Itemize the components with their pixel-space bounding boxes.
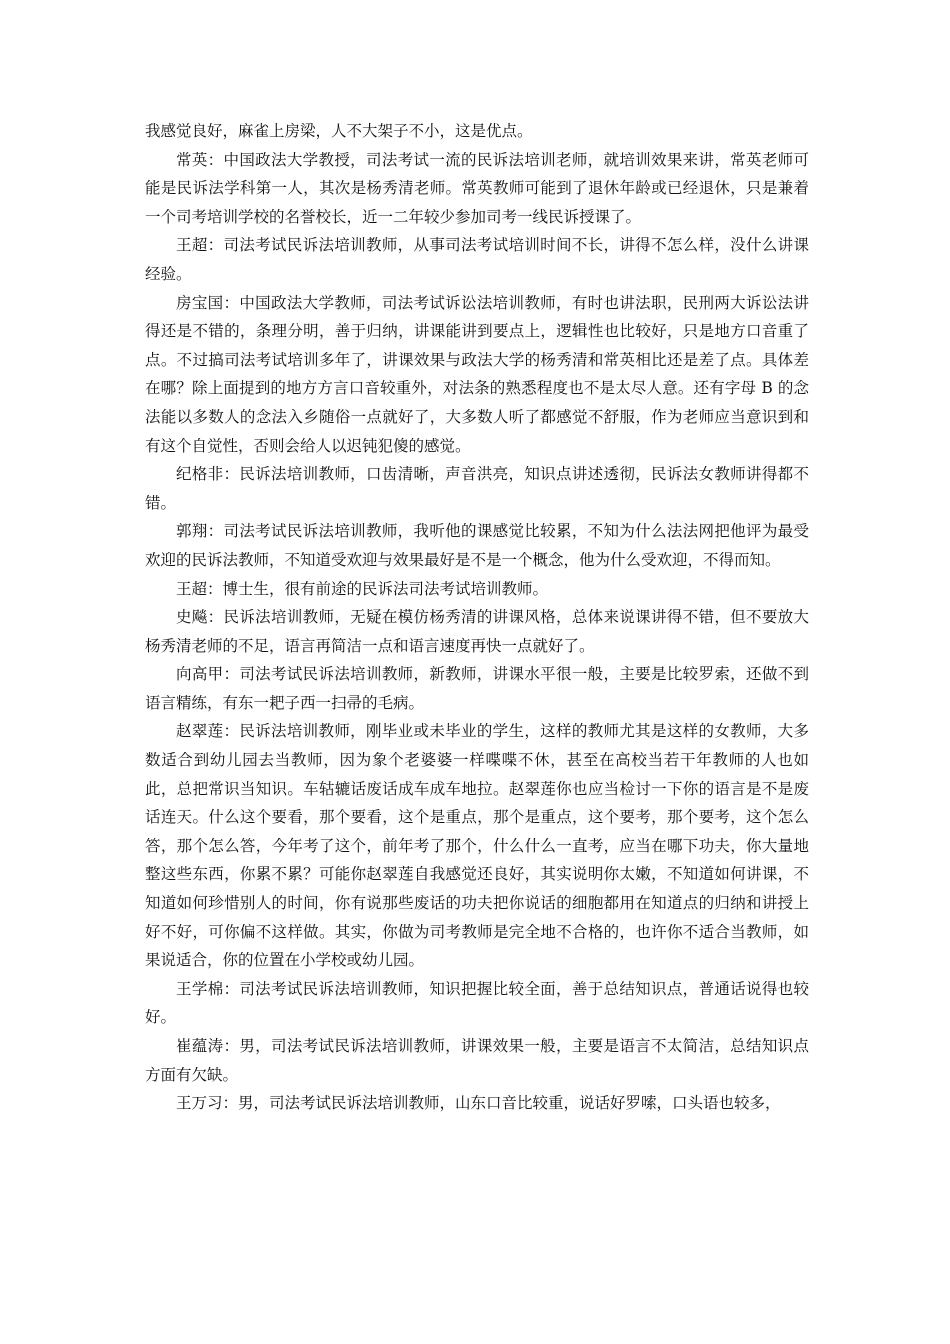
paragraph-wang-xuemian: 王学棉：司法考试民诉法培训教师，知识把握比较全面，善于总结知识点，普通话说得也较好。 <box>145 979 809 1027</box>
paragraph-shi-biao: 史飚：民诉法培训教师，无疑在模仿杨秀清的讲课风格，总体来说课讲得不错，但不要放大杨秀清老师的不足，语言再简洁一点和语言速度再快一点就好了。 <box>145 608 809 655</box>
document-body <box>145 117 809 1118</box>
paragraph-fang-baoguo: 房宝国：中国政法大学教师，司法考试诉讼法培训教师，有时也讲法职，民刑两大诉讼法讲得还是不错的，条理分明，善于归纳，讲课能讲到要点上，逻辑性也比较好，只是地方口音重了点。不过搞司法考试培训多年了，讲课效果与政法大学的杨秀清和常英相比还是差了点。具体差在哪？除上面提到的地方方言口音较重外，对法条的熟悉程度也不是太尽人意。还有字母 B 的念法能以多数人的念法入乡随俗一点就好了，大多数人听了都感觉不舒服，作为老师应当意识到和有这个自觉性，否则会给人以迟钝犯傻的感觉。 <box>145 293 809 455</box>
paragraph-wang-chao-1: 王超：司法考试民诉法培训教师，从事司法考试培训时间不长，讲得不怎么样，没什么讲课经验。 <box>145 236 809 283</box>
paragraph-continuation: 我感觉良好，麻雀上房梁，人不大架子不小，这是优点。 <box>145 122 533 140</box>
paragraph-ji-gefei: 纪格非：民诉法培训教师，口齿清晰，声音洪亮，知识点讲述透彻，民诉法女教师讲得都不错。 <box>145 465 809 512</box>
paragraph-zhao-cuilian: 赵翠莲：民诉法培训教师，刚毕业或未毕业的学生，这样的教师尤其是这样的女教师，大多数适合到幼儿园去当教师，因为象个老婆婆一样喋喋不休，甚至在高校当若干年教师的人也如此，总把常识当知识。车轱辘话废话成车成车地拉。赵翠莲你也应当检讨一下你的语言是不是废话连天。什么这个要看，那个要看，这个是重点，那个是重点，这个要考，那个要考，这个怎么答，那个怎么答，今年考了这个，前年考了那个，什么什么一直考，应当在哪下功夫，你大量地整这些东西，你累不累？可能你赵翠莲自我感觉还良好，其实说明你太嫩，不知道如何讲课，不知道如何珍惜别人的时间，你有说那些废话的功夫把你说话的细胞都用在知道点的归纳和讲授上好不好，可你偏不这样做。其实，你做为司考教师是完全地不合格的，也许你不适合当教师，如果说适合，你的位置在小学校或幼儿园。 <box>145 722 809 970</box>
paragraph-cui-yuntao: 崔蕴涛：男，司法考试民诉法培训教师，讲课效果一般，主要是语言不太简洁，总结知识点方面有欠缺。 <box>145 1037 809 1084</box>
paragraph-chang-ying: 常英：中国政法大学教授，司法考试一流的民诉法培训老师，就培训效果来讲，常英老师可能是民诉法学科第一人，其次是杨秀清老师。常英教师可能到了退休年龄或已经退休，只是兼着一个司考培训学校的名誉校长，近一二年较少参加司考一线民诉授课了。 <box>145 150 809 226</box>
paragraph-wang-wanxi: 王万习：男，司法考试民诉法培训教师，山东口音比较重，说话好罗嗦，口头语也较多， <box>176 1094 781 1113</box>
paragraph-xiang-gaojia: 向高甲：司法考试民诉法培训教师，新教师，讲课水平很一般，主要是比较罗索，还做不到语言精练，有东一耙子西一扫帚的毛病。 <box>145 665 809 712</box>
paragraph-wang-chao-2: 王超：博士生，很有前途的民诉法司法考试培训教师。 <box>176 579 549 598</box>
paragraph-guo-xiang: 郭翔：司法考试民诉法培训教师，我听他的课感觉比较累，不知为什么法法网把他评为最受欢迎的民诉法教师，不知道受欢迎与效果最好是不是一个概念，他为什么受欢迎，不得而知。 <box>145 522 809 569</box>
